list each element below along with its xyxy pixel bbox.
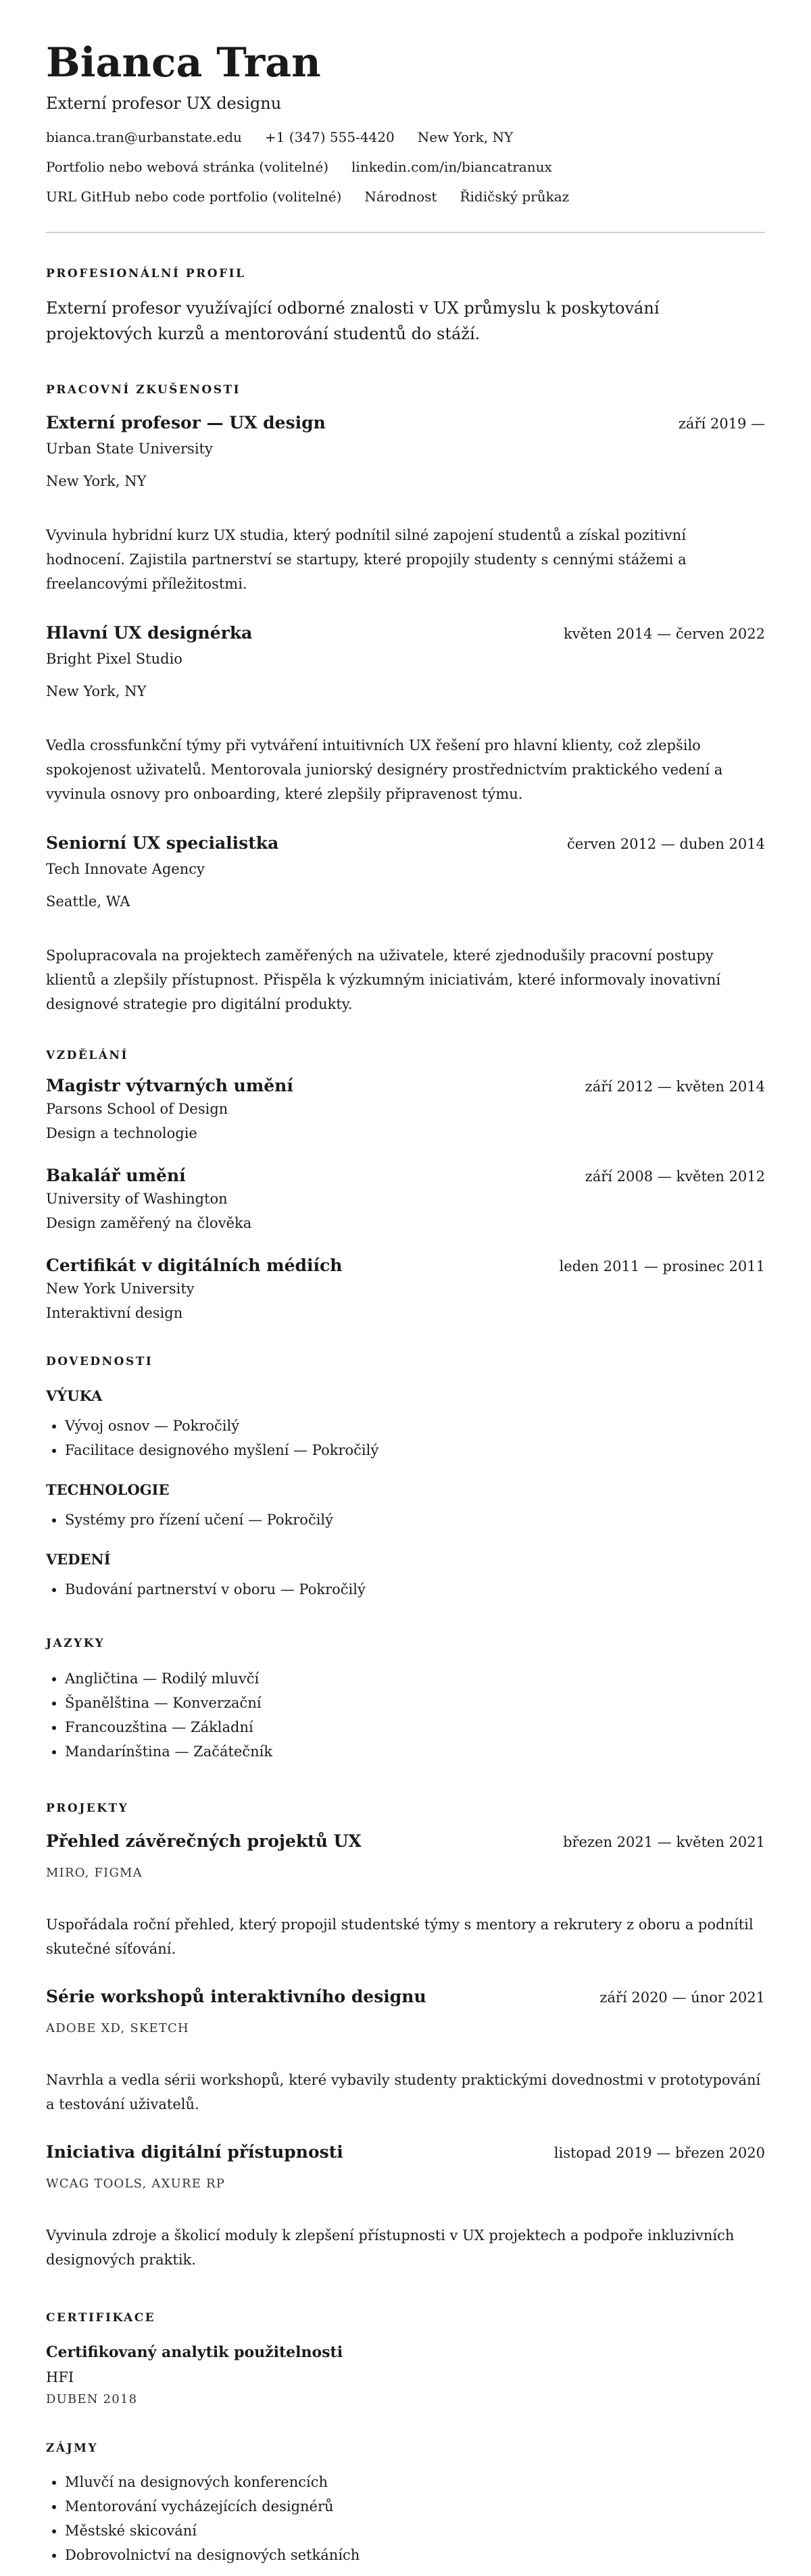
degree-title: Magistr výtvarných umění bbox=[46, 1076, 293, 1095]
list-item: • Budování partnerství v oboru — Pokročilý bbox=[65, 1577, 765, 1602]
section-heading: PROJEKTY bbox=[46, 1802, 129, 1815]
project-dates: listopad 2019 — březen 2020 bbox=[554, 2145, 765, 2161]
certification-date: DUBEN 2018 bbox=[46, 2392, 138, 2406]
project-title: Iniciativa digitální přístupnosti bbox=[46, 2142, 343, 2162]
project-tools: MIRO, FIGMA bbox=[46, 1866, 143, 1880]
language-list bbox=[46, 1666, 765, 1764]
project-description: Uspořádala roční přehled, který propojil studentské týmy s mentory a rekrutery z oboru a podnítil skutečné síťování. bbox=[46, 1916, 754, 1957]
contact-row bbox=[46, 129, 765, 145]
list-item: • Španělština — Konverzační bbox=[65, 1691, 765, 1715]
project-dates: březen 2021 — květen 2021 bbox=[563, 1834, 765, 1850]
email-link[interactable]: bianca.tran@urbanstate.edu bbox=[46, 129, 242, 145]
field-of-study: Design a technologie bbox=[46, 1125, 197, 1141]
job-title: Hlavní UX designérka bbox=[46, 623, 253, 643]
profile-section bbox=[46, 267, 765, 347]
section-heading: JAZYKY bbox=[46, 1637, 105, 1650]
project-title: Série workshopů interaktivního designu bbox=[46, 1987, 426, 2006]
header-divider bbox=[46, 232, 765, 233]
extra-row bbox=[46, 189, 765, 205]
candidate-title: Externí profesor UX designu bbox=[46, 94, 282, 113]
skills-section bbox=[46, 1355, 765, 1602]
list-item: • Mandarínština — Začátečník bbox=[65, 1739, 765, 1764]
education-dates: leden 2011 — prosinec 2011 bbox=[559, 1258, 765, 1274]
section-heading: ZÁJMY bbox=[46, 2442, 99, 2455]
resume-header bbox=[46, 39, 765, 205]
job-description: Spolupracovala na projektech zaměřených na uživatele, které zjednodušily pracovní postupy klientů a zlepšily přístupnost. Přispěla k výzkumným iniciativám, které informovaly inovativní designové strategie pro digitální produkty. bbox=[46, 947, 721, 1012]
job-location: New York, NY bbox=[46, 683, 147, 699]
phone-text: +1 (347) 555-4420 bbox=[264, 129, 395, 145]
education-section bbox=[46, 1049, 765, 1321]
candidate-name: Bianca Tran bbox=[46, 39, 321, 86]
project-dates: září 2020 — únor 2021 bbox=[599, 1989, 765, 2006]
job-organization: Bright Pixel Studio bbox=[46, 651, 182, 667]
field-of-study: Design zaměřený na člověka bbox=[46, 1215, 252, 1231]
job-entry bbox=[46, 833, 765, 1016]
degree-title: Certifikát v digitálních médiích bbox=[46, 1256, 343, 1275]
projects-section bbox=[46, 1802, 765, 2272]
list-item: • Vývoj osnov — Pokročilý bbox=[65, 1414, 765, 1438]
job-dates: květen 2014 — červen 2022 bbox=[563, 626, 765, 642]
education-entry bbox=[46, 1256, 765, 1321]
linkedin-link[interactable]: linkedin.com/in/biancatranux bbox=[351, 159, 552, 175]
job-description: Vedla crossfunkční týmy při vytváření intuitivních UX řešení pro hlavní klienty, což zlepšilo spokojenost uživatelů. Mentorovala juniorský designéry prostřednictvím praktického vedení a vyvinula osnovy pro onboarding, které zlepšily připravenost týmu. bbox=[46, 737, 723, 802]
list-item: • Facilitace designového myšlení — Pokročilý bbox=[65, 1438, 765, 1462]
certification-issuer: HFI bbox=[46, 2369, 74, 2385]
job-title: Externí profesor — UX design bbox=[46, 413, 326, 432]
project-description: Vyvinula zdroje a školicí moduly k zlepšení přístupnosti v UX projektech a podpoře inkluzivních designových praktik. bbox=[46, 2227, 735, 2268]
degree-title: Bakalář umění bbox=[46, 1166, 186, 1185]
education-dates: září 2012 — květen 2014 bbox=[585, 1079, 765, 1095]
job-organization: Tech Innovate Agency bbox=[46, 861, 205, 877]
portfolio-label: Portfolio nebo webová stránka (volitelné) bbox=[46, 159, 329, 175]
section-heading: CERTIFIKACE bbox=[46, 2311, 156, 2325]
interest-list bbox=[46, 2470, 765, 2567]
skill-list bbox=[46, 1414, 765, 1462]
list-item: • Systémy pro řízení učení — Pokročilý bbox=[65, 1508, 765, 1532]
list-item: • Francouzština — Základní bbox=[65, 1715, 765, 1739]
profile-text: Externí profesor využívající odborné znalosti v UX průmyslu k poskytování projektových kurzů a mentorování studentů do stáží. bbox=[46, 299, 660, 343]
section-heading: PRACOVNÍ ZKUŠENOSTI bbox=[46, 383, 241, 397]
skill-list bbox=[46, 1508, 765, 1532]
license-label: Řidičský průkaz bbox=[460, 189, 570, 205]
list-item: • Městské skicování bbox=[65, 2519, 765, 2543]
project-title: Přehled závěrečných projektů UX bbox=[46, 1831, 362, 1851]
job-entry bbox=[46, 623, 765, 806]
job-title: Seniorní UX specialistka bbox=[46, 833, 279, 853]
list-item: • Angličtina — Rodilý mluvčí bbox=[65, 1666, 765, 1691]
section-heading: PROFESIONÁLNÍ PROFIL bbox=[46, 267, 246, 280]
list-item: • Mluvčí na designových konferencích bbox=[65, 2470, 765, 2494]
section-heading: VZDĚLÁNÍ bbox=[46, 1049, 128, 1062]
project-entry bbox=[46, 1831, 765, 1961]
education-entry bbox=[46, 1076, 765, 1141]
links-row bbox=[46, 159, 765, 175]
interests-section bbox=[46, 2442, 765, 2567]
school-name: University of Washington bbox=[46, 1191, 228, 1207]
skill-category: VEDENÍ bbox=[46, 1551, 111, 1568]
field-of-study: Interaktivní design bbox=[46, 1305, 183, 1321]
job-organization: Urban State University bbox=[46, 441, 213, 457]
skill-category: VÝUKA bbox=[46, 1387, 103, 1404]
school-name: New York University bbox=[46, 1281, 195, 1297]
project-tools: ADOBE XD, SKETCH bbox=[46, 2021, 189, 2035]
experience-section bbox=[46, 383, 765, 1016]
education-dates: září 2008 — květen 2012 bbox=[585, 1168, 765, 1185]
location-text: New York, NY bbox=[417, 129, 514, 145]
certification-name: Certifikovaný analytik použitelnosti bbox=[46, 2344, 343, 2361]
nationality-label: Národnost bbox=[364, 189, 437, 205]
job-dates: červen 2012 — duben 2014 bbox=[567, 836, 765, 852]
github-label: URL GitHub nebo code portfolio (volitelné) bbox=[46, 189, 342, 205]
project-tools: WCAG TOOLS, AXURE RP bbox=[46, 2177, 226, 2191]
job-entry bbox=[46, 413, 765, 596]
skill-list bbox=[46, 1577, 765, 1602]
section-heading: DOVEDNOSTI bbox=[46, 1355, 153, 1368]
project-entry bbox=[46, 1987, 765, 2116]
list-item: • Dobrovolnictví na designových setkáních bbox=[65, 2543, 765, 2567]
job-location: New York, NY bbox=[46, 473, 147, 489]
job-dates: září 2019 — bbox=[678, 416, 765, 432]
project-entry bbox=[46, 2142, 765, 2272]
job-description: Vyvinula hybridní kurz UX studia, který podnítil silné zapojení studentů a získal pozitivní hodnocení. Zajistila partnerství se startupy, které propojily studenty s cennými stážemi a freelancovými příležitostmi. bbox=[46, 527, 687, 592]
languages-section bbox=[46, 1637, 765, 1764]
list-item: • Mentorování vycházejících designérů bbox=[65, 2494, 765, 2519]
job-location: Seattle, WA bbox=[46, 893, 130, 910]
certifications-section bbox=[46, 2311, 765, 2406]
education-entry bbox=[46, 1166, 765, 1231]
skill-category: TECHNOLOGIE bbox=[46, 1481, 170, 1498]
school-name: Parsons School of Design bbox=[46, 1101, 228, 1117]
project-description: Navrhla a vedla sérii workshopů, které vybavily studenty praktickými dovednostmi v prototypování a testování uživatelů. bbox=[46, 2072, 761, 2112]
